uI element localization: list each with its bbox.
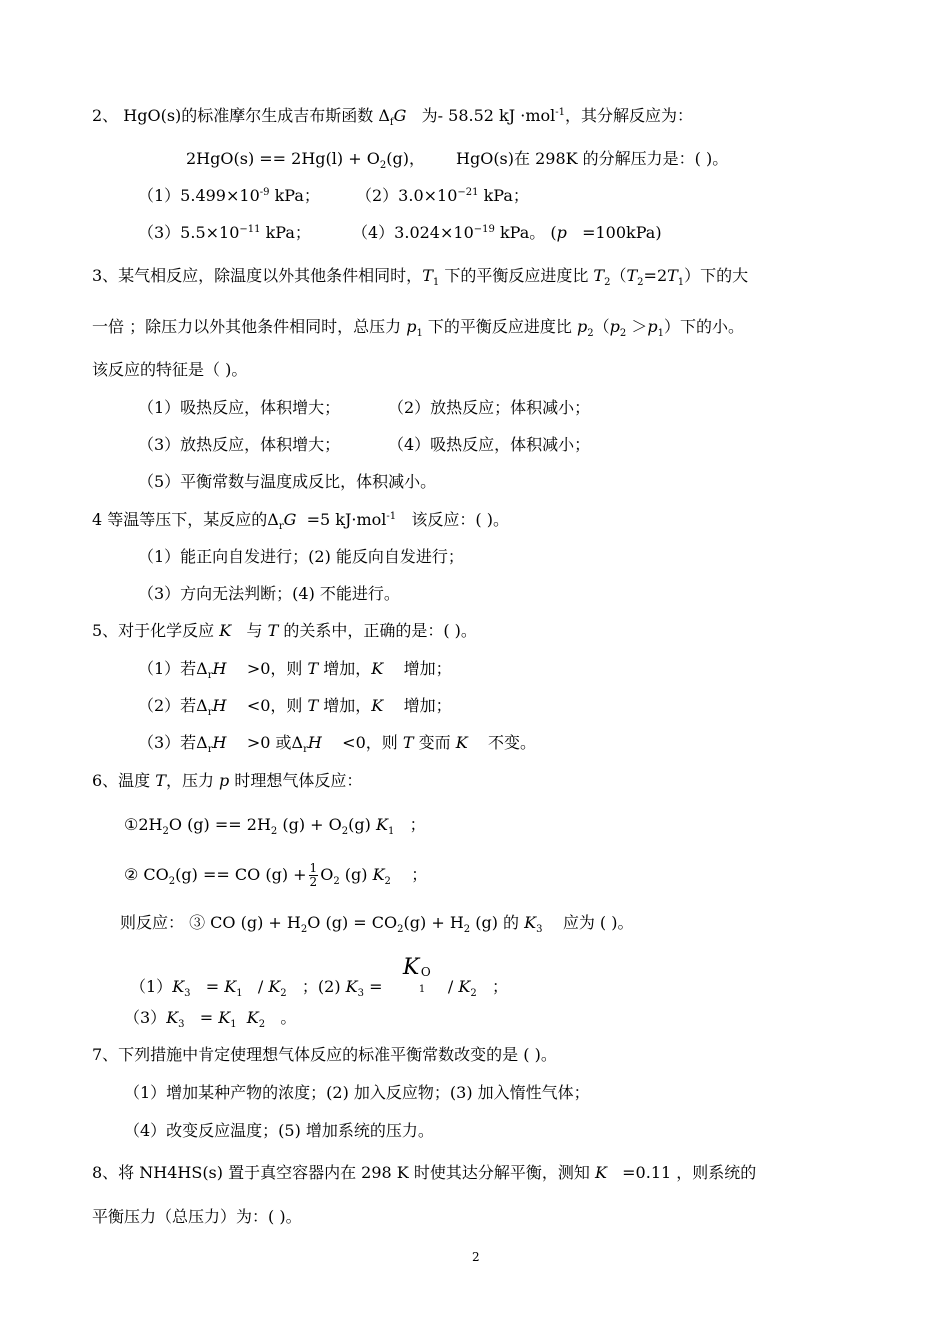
q6-reaction-2: ② $CO_2(g)$ == CO (g) + $\frac{1}{2}$ $O_2$ (g) $K_2$ ；	[124, 861, 428, 889]
q8-line-2: 平衡压力（总压力）为：( )。	[92, 1207, 302, 1226]
q2-option-1: $(1)5.499\times 10^{-9}$ kPa；	[138, 186, 320, 205]
q6-reaction-1: $①2H_2O$ $(g) == 2H_2$ $(g) + O_2(g)$ $K_1$ ；	[124, 815, 426, 837]
q4-stem: 4 等温等压下，某反应的$\Delta_rG =5$ kJ·mol$^{-1}$ 该反应：( )。	[92, 510, 509, 532]
q5-option-1: （1）若$\Delta_rH$ >0，则 T 增加，K 增加；	[138, 659, 452, 681]
q3-option-2: （2）放热反应；体积减小；	[388, 398, 591, 417]
q2-option-3: $(3)5.5\times 10^{-11}$ kPa；	[138, 223, 311, 242]
q2-question: HgO(s)在 298K 的分解压力是：( )。	[456, 149, 729, 168]
q6-stem: 6、温度 T，压力 p 时理想气体反应：	[92, 771, 363, 790]
q6-reaction-3: 则反应： ③ CO $(g) + H_2O$ $(g) = CO_2(g) + H_2$ (g) 的 $K_3$ 应为 ( )。	[120, 913, 634, 935]
q3-line-2: 一倍 ；除压力以外其他条件相同时，总压力 $p_1$ 下的平衡反应进度比 $p_2(p_2 >p_1)$下的小。	[92, 317, 744, 339]
q3-option-1: （1）吸热反应，体积增大；	[138, 398, 341, 417]
q7-stem: 7、下列措施中肯定使理想气体反应的标准平衡常数改变的是 ( )。	[92, 1045, 557, 1064]
q3-option-4: （4）吸热反应，体积减小；	[388, 435, 591, 454]
q4-options-3-4: （3）方向无法判断；(4) 不能进行。	[138, 584, 400, 603]
k1-standard-symbol: K O 1	[402, 955, 431, 995]
q4-options-1-2: （1）能正向自发进行；(2) 能反向自发进行；	[138, 547, 464, 566]
q5-stem: 5、对于化学反应 K 与 T 的关系中，正确的是：( )。	[92, 621, 477, 640]
q2-option-4: $(4)3.024\times 10^{-19}$ kPa。 (p =100kPa)	[352, 223, 662, 242]
q6-answer-1-2: $(1)K_3 = K_1 / K_2$ ；(2) $K_3$ = K O 1 / $K_2$ ；	[130, 955, 508, 999]
one-half-fraction: $\frac{1}{2}$	[309, 861, 318, 889]
q3-option-5: （5）平衡常数与温度成反比，体积减小。	[138, 472, 437, 491]
q5-option-3: （3）若$\Delta_rH$ >0 或$\Delta_rH$ <0，则 T 变而 K 不变。	[138, 733, 537, 755]
q6-answer-3: $(3)K_3 = K_1$ $K_2$ 。	[124, 1008, 297, 1030]
q7-options-4-5: （4）改变反应温度；(5) 增加系统的压力。	[124, 1121, 434, 1140]
q2-option-2: $(2)3.0\times 10^{-21}$ kPa；	[356, 186, 529, 205]
q3-line-1: 3、某气相反应，除温度以外其他条件相同时，$T_1$ 下的平衡反应进度比 $T_2(T_2=2T_1)$下的大	[92, 266, 749, 288]
q7-options-1-3: （1）增加某种产物的浓度；(2) 加入反应物；(3) 加入惰性气体；	[124, 1083, 590, 1102]
q5-option-2: （2）若$\Delta_rH$ <0，则 T 增加，K 增加；	[138, 696, 452, 718]
q2-equation: $2HgO(s) == 2Hg(l) + O_2(g)$，	[186, 149, 425, 171]
page-number: 2	[472, 1250, 480, 1264]
q8-line-1: 8、将 NH4HS(s) 置于真空容器内在 298 K 时使其达分解平衡，测知 K =0.11 ，则系统的	[92, 1163, 757, 1182]
q3-option-3: （3）放热反应，体积增大；	[138, 435, 341, 454]
q2-stem: 2、 HgO(s)的标准摩尔生成吉布斯函数 $\Delta_fG$ 为- 58.52 kJ ·mol$^{-1}$，其分解反应为：	[92, 106, 694, 128]
q3-line-3: 该反应的特征是（ )。	[92, 360, 248, 379]
